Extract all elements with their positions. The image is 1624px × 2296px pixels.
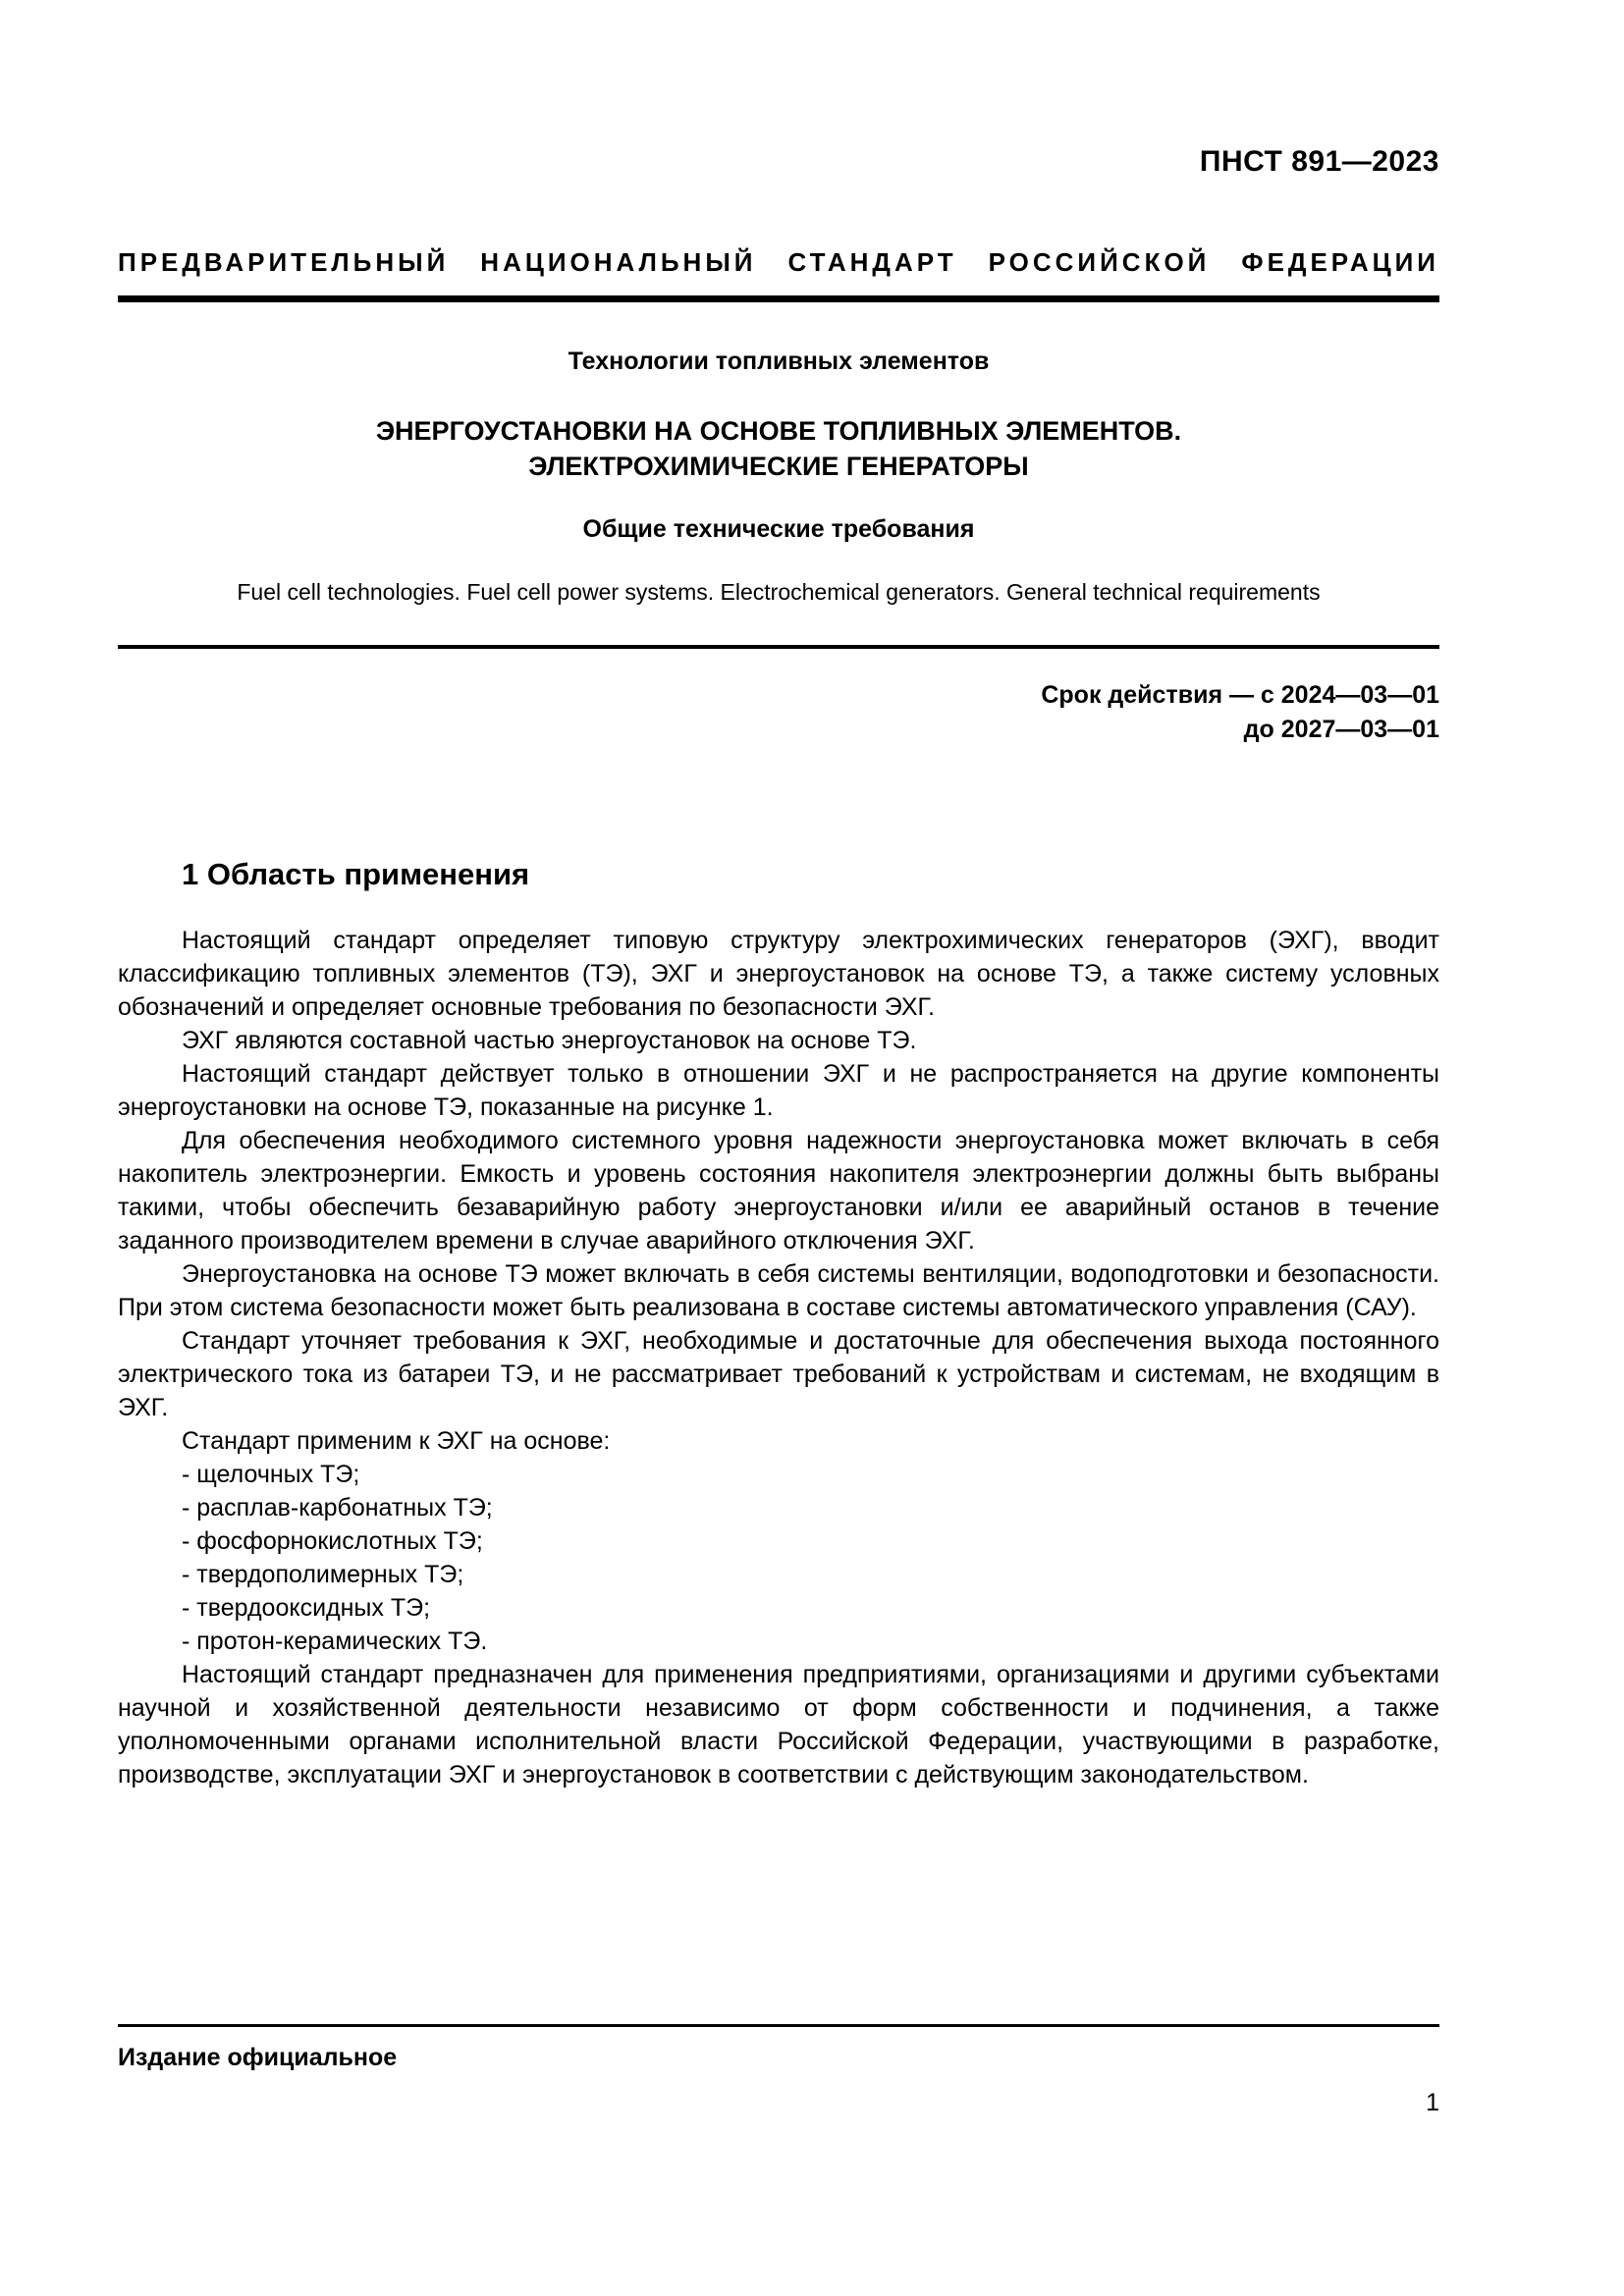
fuel-cell-type-list (118, 1458, 1439, 1658)
edition-label: Издание официальное (118, 2044, 398, 2071)
standard-type-banner: ПРЕДВАРИТЕЛЬНЫЙ НАЦИОНАЛЬНЫЙ СТАНДАРТ РОССИЙСКОЙ ФЕДЕРАЦИИ (118, 247, 1439, 277)
paragraph: Стандарт уточняет требования к ЭХГ, необходимые и достаточные для обеспечения выхода постоянного электрического тока из батареи ТЭ, и не рассматривает требований к устройствам и системам, не входящим в ЭХГ. (118, 1327, 1439, 1421)
list-item: - щелочных ТЭ; (182, 1461, 360, 1488)
doc-number: ПНСТ 891—2023 (1199, 145, 1439, 178)
paragraph: Для обеспечения необходимого системного уровня надежности энергоустановка может включать в себя накопитель электроэнергии. Емкость и уровень состояния накопителя электроэнергии должны быть выбраны такими, чтобы обеспечить безаварийную работу энергоустановки и/или ее аварийный останов в течение заданного производителем времени в случае аварийного отключения ЭХГ. (118, 1127, 1439, 1255)
subject-line: Технологии топливных элементов (568, 347, 990, 375)
validity-line1: Срок действия — с 2024—03—01 (1041, 681, 1439, 709)
header-rule (118, 295, 1439, 302)
list-item: - расплав-карбонатных ТЭ; (182, 1494, 493, 1522)
list-item: - твердооксидных ТЭ; (182, 1594, 431, 1622)
divider-rule (118, 645, 1439, 649)
paragraph: Настоящий стандарт действует только в отношении ЭХГ и не распространяется на другие компоненты энергоустановки на основе ТЭ, показанные на рисунке 1. (118, 1060, 1439, 1121)
paragraph: Настоящий стандарт предназначен для применения предприятиями, организациями и другими субъектами научной и хозяйственной деятельности независимо от форм собственности и подчинения, а также уполномоченными органами исполнительной власти Российской Федерации, участвующими в разработке, производстве, эксплуатации ЭХГ и энергоустановок в соответствии с действующим законодательством. (118, 1661, 1439, 1789)
list-item: - протон-керамических ТЭ. (182, 1628, 488, 1655)
subtitle: Общие технические требования (582, 515, 975, 543)
section-1-heading: 1 Область применения (182, 857, 530, 891)
list-item: - фосфорнокислотных ТЭ; (182, 1527, 483, 1555)
page-number: 1 (1426, 2089, 1439, 2116)
validity-dates (118, 678, 1439, 747)
document-content (118, 0, 1439, 1791)
main-title (118, 413, 1439, 484)
main-title-line1: ЭНЕРГОУСТАНОВКИ НА ОСНОВЕ ТОПЛИВНЫХ ЭЛЕМЕНТОВ. (375, 416, 1182, 446)
footer-rule (118, 2024, 1439, 2027)
paragraph: Энергоустановка на основе ТЭ может включать в себя системы вентиляции, водоподготовки и безопасности. При этом система безопасности может быть реализована в составе системы автоматического управления (САУ). (118, 1260, 1439, 1321)
english-title: Fuel cell technologies. Fuel cell power systems. Electrochemical generators. General technical requirements (237, 579, 1321, 605)
paragraph: Стандарт применим к ЭХГ на основе: (182, 1427, 611, 1455)
validity-line2: до 2027—03—01 (1243, 716, 1439, 743)
list-item: - твердополимерных ТЭ; (182, 1561, 464, 1588)
paragraph: ЭХГ являются составной частью энергоустановок на основе ТЭ. (182, 1027, 917, 1054)
paragraph: Настоящий стандарт определяет типовую структуру электрохимических генераторов (ЭХГ), вводит классификацию топливных элементов (ТЭ), ЭХГ и энергоустановок на основе ТЭ, а также систему условных обозначений и определяет основные требования по безопасности ЭХГ. (118, 927, 1439, 1021)
main-title-line2: ЭЛЕКТРОХИМИЧЕСКИЕ ГЕНЕРАТОРЫ (528, 452, 1029, 481)
